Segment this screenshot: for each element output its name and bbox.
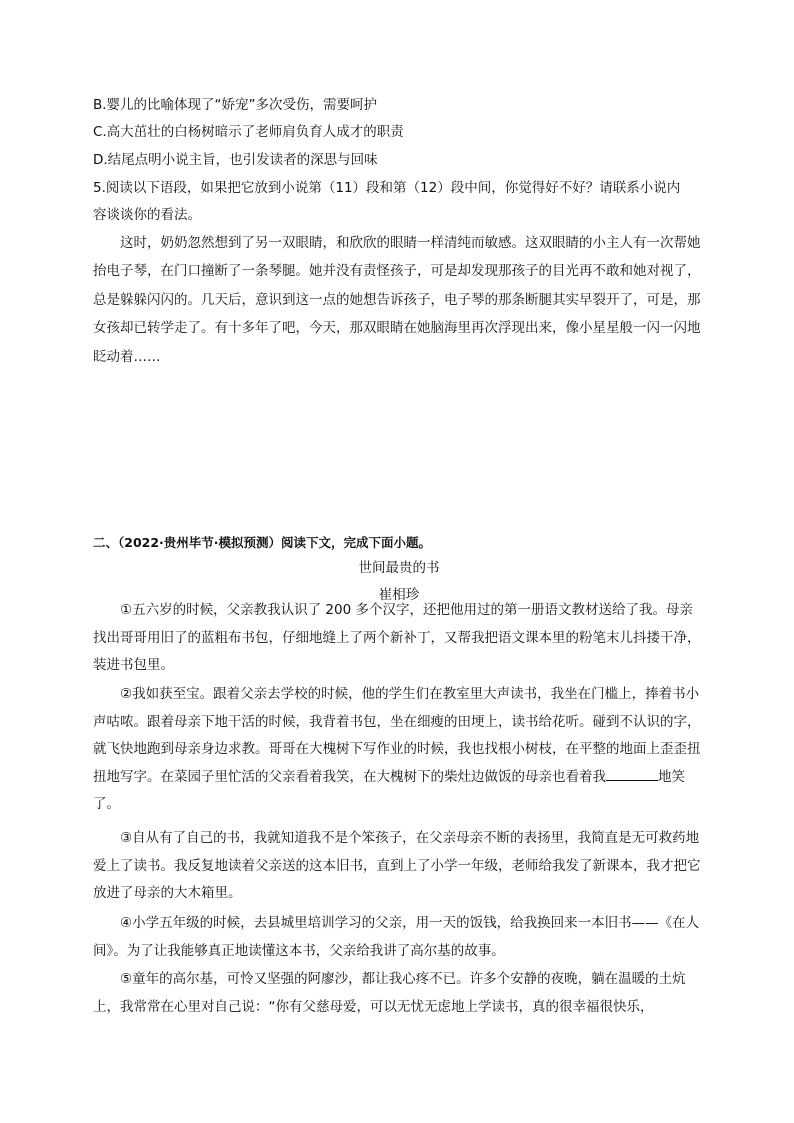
paragraph-1: ①五六岁的时候，父亲教我认识了 200 多个汉字，还把他用过的第一册语文教材送给了我。母亲找出哥哥用旧了的蓝粗布书包，仔细地缝上了两个新补丁，又帮我把语文课本里的粉笔末儿抖搂干净，装进书包里。 [93, 602, 701, 674]
question-5-line-1: 5.阅读以下语段，如果把它放到小说第（11）段和第（12）段中间，你觉得好不好？请联系小说内 [93, 180, 681, 196]
article-author: 崔相珍 [378, 587, 420, 603]
paragraph-2-end: 地笑了。 [93, 768, 685, 813]
fill-in-blank [606, 766, 658, 781]
question-5-passage: 这时，奶奶忽然想到了另一双眼睛，和欣欣的眼睛一样清纯而敏感。这双眼睛的小主人有一次帮她抬电子琴，在门口撞断了一条琴腿。她并没有责怪孩子，可是却发现那孩子的目光再不敢和她对视了，总是躲躲闪闪的。几天后，意识到这一点的她想告诉孩子，电子琴的那条断腿其实早裂开了，可是，那女孩却已转学走了。有十多年了吧，今天，那双眼睛在她脑海里再次浮现出来，像小星星般一闪一闪地眨动着…… [93, 235, 701, 365]
paragraph-4: ④小学五年级的时候，去县城里培训学习的父亲，用一天的饭钱，给我换回来一本旧书——《在人间》。为了让我能够真正地读懂这本书，父亲给我讲了高尔基的故事。 [93, 915, 700, 959]
paragraph-5: ⑤童年的高尔基，可怜又坚强的阿廖沙，都让我心疼不已。许多个安静的夜晚，躺在温暖的土炕上，我常常在心里对自己说：“你有父慈母爱，可以无忧无虑地上学读书，真的很幸福很快乐， [93, 971, 686, 1015]
option-b: B.婴儿的比喻体现了“娇宠”多次受伤，需要呵护 [93, 97, 378, 113]
paragraph-3: ③自从有了自己的书，我就知道我不是个笨孩子，在父亲母亲不断的表扬里，我简直是无可救药地爱上了读书。我反复地读着父亲送的这本旧书，直到上了小学一年级，老师给我发了新课本，我才把它放进了母亲的大木箱里。 [93, 830, 701, 902]
paragraph-2-text: ②我如获至宝。跟着父亲去学校的时候，他的学生们在教室里大声读书，我坐在门槛上，捧着书小声咕哝。跟着母亲下地干活的时候，我背着书包，坐在细瘦的田埂上，读书给花听。碰到不认识的字，就飞快地跑到母亲身边求教。哥哥在大槐树下写作业的时候，我也找根小树枝，在平整的地面上歪歪扭扭地写字。在菜园子里忙活的父亲看着我笑，在大槐树下的柴灶边做饭的母亲也看着我 [93, 686, 701, 785]
option-c: C.高大茁壮的白杨树暗示了老师肩负育人成才的职责 [93, 124, 404, 140]
option-d: D.结尾点明小说主旨，也引发读者的深思与回味 [93, 152, 378, 168]
question-5-line-2: 容谈谈你的看法。 [93, 207, 201, 223]
paragraph-2 [93, 681, 705, 819]
article-title: 世间最贵的书 [358, 560, 440, 576]
section-2-heading: 二、（2022·贵州毕节·模拟预测）阅读下文，完成下面小题。 [93, 535, 432, 550]
